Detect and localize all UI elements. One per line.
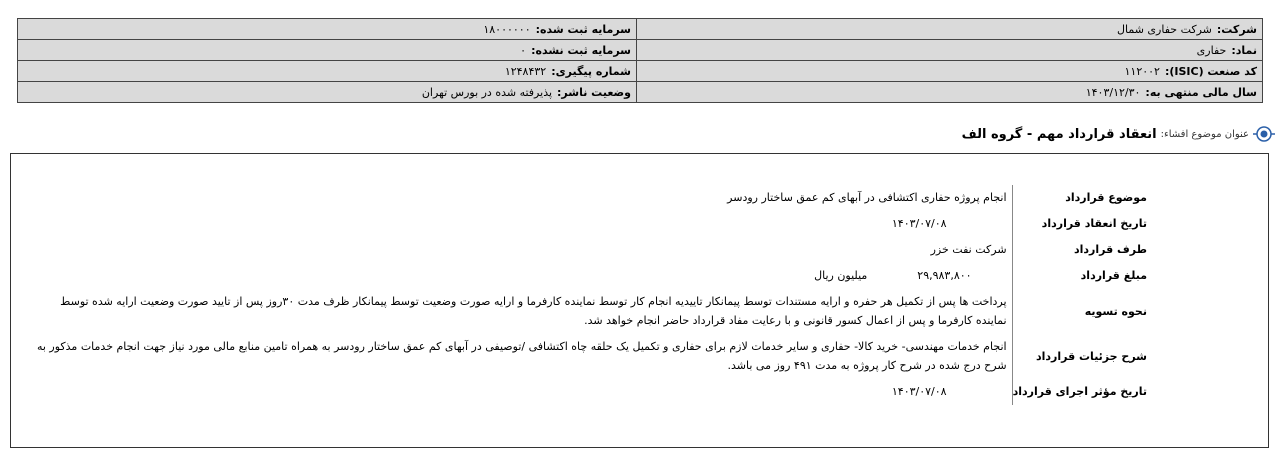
effective-date-label: تاریخ مؤثر اجرای قرارداد: [1012, 379, 1151, 405]
settlement-value: پرداخت ها پس از تکمیل هر حفره و ارایه مستندات توسط پیمانکار تاییدیه انجام کار توسط نماینده کارفرما و ارایه صورت وضعیت توسط پیمانکار ظرف مدت ۳۰روز پس از تایید صورت وضعیت ارایه شده توسط نماینده کارفرما و پس از اعمال کسور قانونی و با رعایت مفاد قرارداد حاضر انجام خواهد شد.: [60, 295, 1007, 327]
settlement-label: نحوه تسویه: [1012, 289, 1151, 334]
industry-code-cell: کد صنعت (ISIC):۱۱۲۰۰۲: [637, 61, 1263, 82]
disclosure-subject-label: عنوان موضوع افشاء:: [1160, 128, 1249, 140]
tracking-number-cell: شماره پیگیری:۱۲۴۸۴۳۲: [18, 61, 637, 82]
symbol-cell: نماد:حفاری: [637, 40, 1263, 61]
disclosure-title: [962, 124, 1275, 144]
company-info-row: [18, 82, 1263, 103]
contract-subject-value: انجام پروژه حفاری اکتشافی در آبهای کم عمق ساختار رودسر: [727, 191, 1007, 204]
contract-party-label: طرف قرارداد: [1012, 237, 1151, 263]
contract-details-box: [10, 153, 1269, 448]
contract-date-value: ۱۴۰۳/۰۷/۰۸: [891, 217, 947, 230]
detail-row: [26, 211, 1151, 237]
detail-row: [26, 379, 1151, 405]
company-info-row: [18, 19, 1263, 40]
symbol-value: حفاری: [1196, 43, 1227, 57]
contract-amount-value: ۲۹,۹۸۳,۸۰۰میلیون ریال: [814, 269, 972, 282]
detail-row: [26, 334, 1151, 379]
contract-party-value: شرکت نفت خزر: [930, 243, 1007, 256]
company-info-table: [17, 18, 1263, 103]
detail-row: [26, 185, 1151, 211]
disclosure-subject-value: انعقاد قرارداد مهم - گروه الف: [961, 126, 1157, 142]
detail-row: [26, 237, 1151, 263]
contract-date-label: تاریخ انعقاد قرارداد: [1012, 211, 1151, 237]
unregistered-capital-value: ۰: [520, 43, 527, 57]
contract-details-table: [26, 185, 1151, 405]
tracking-number-value: ۱۲۴۸۴۳۲: [504, 64, 547, 78]
registered-capital-value: ۱۸۰۰۰۰۰۰: [483, 22, 531, 36]
registered-capital-cell: سرمایه ثبت شده:۱۸۰۰۰۰۰۰: [18, 19, 637, 40]
detail-row: [26, 263, 1151, 289]
detail-row: [26, 289, 1151, 334]
fiscal-year-cell: سال مالی منتهی به:۱۴۰۳/۱۲/۳۰: [637, 82, 1263, 103]
publisher-status-value: پذیرفته شده در بورس تهران: [421, 85, 553, 99]
effective-date-value: ۱۴۰۳/۰۷/۰۸: [891, 385, 947, 398]
industry-code-value: ۱۱۲۰۰۲: [1124, 64, 1160, 78]
contract-subject-label: موضوع قرارداد: [1012, 185, 1151, 211]
company-name-cell: شرکت:شرکت حفاری شمال: [637, 19, 1263, 40]
publisher-status-cell: وضعیت ناشر:پذیرفته شده در بورس تهران: [18, 82, 637, 103]
unregistered-capital-cell: سرمایه ثبت نشده:۰: [18, 40, 637, 61]
target-icon: [1253, 124, 1275, 144]
contract-description-label: شرح جزئیات قرارداد: [1012, 334, 1151, 379]
company-name-value: شرکت حفاری شمال: [1117, 22, 1212, 36]
fiscal-year-value: ۱۴۰۳/۱۲/۳۰: [1085, 85, 1141, 99]
company-info-row: [18, 40, 1263, 61]
company-info-row: [18, 61, 1263, 82]
amount-unit: میلیون ریال: [814, 269, 868, 282]
contract-description-value: انجام خدمات مهندسی- خرید کالا- حفاری و سایر خدمات لازم برای حفاری و تکمیل یک حلقه چاه اکتشافی /توصیفی در آبهای کم عمق ساختار رودسر به همراه تامین منابع مالی مورد نیاز جهت انجام خدمات مذکور به شرح درج شده در شرح کار پروژه به مدت ۴۹۱ روز می باشد.: [36, 340, 1007, 372]
contract-amount-label: مبلغ قرارداد: [1012, 263, 1151, 289]
